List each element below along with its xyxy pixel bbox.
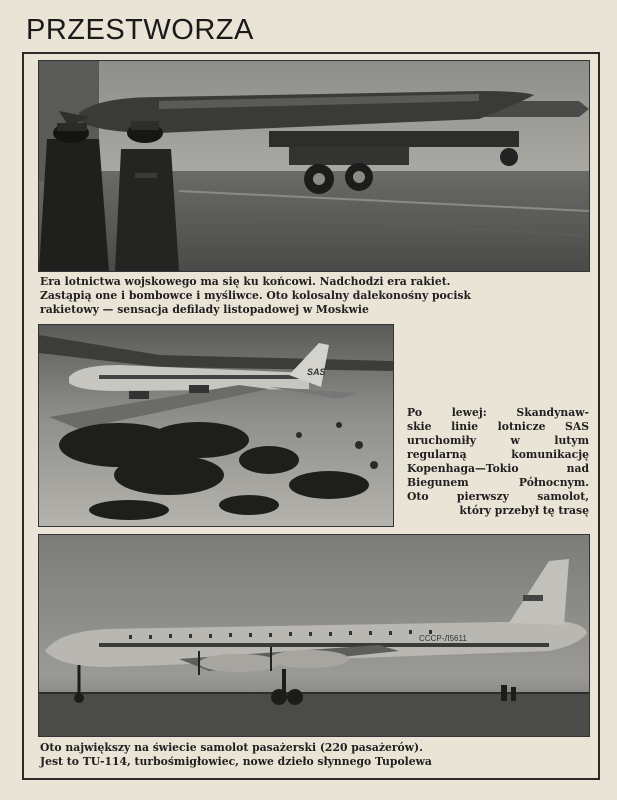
registration-text: СССР-Л5611: [419, 634, 467, 643]
caption-line: Era lotnictwa wojskowego ma się ku końcowi. Nadchodzi era rakiet.: [40, 275, 451, 288]
missile-photo: [38, 60, 590, 272]
tu114-caption: [40, 741, 588, 769]
caption-line: regularną komunikację: [407, 448, 589, 461]
caption-line: uruchomiły w lutym: [407, 434, 589, 447]
caption-line: skie linie lotnicze SAS: [407, 420, 589, 433]
sas-airliner-photo: [38, 324, 394, 527]
caption-line: Oto pierwszy samolot,: [407, 490, 589, 503]
sas-caption: [407, 406, 589, 518]
caption-line: który przebył tę trasę: [459, 504, 589, 517]
caption-line: Po lewej: Skandynaw-: [407, 406, 589, 419]
caption-line: Kopenhaga—Tokio nad: [407, 462, 589, 475]
caption-line: Oto największy na świecie samolot pasażerski (220 pasażerów).: [40, 741, 423, 754]
caption-line: rakietowy — sensacja defilady listopadowej w Moskwie: [40, 303, 369, 316]
tu114-photo: [38, 534, 590, 737]
tail-logo: SAS: [307, 367, 326, 377]
caption-line: Biegunem Północnym.: [407, 476, 589, 489]
caption-line: Zastąpią one i bombowce i myśliwce. Oto kolosalny dalekonośny pocisk: [40, 289, 471, 302]
page-title: PRZESTWORZA: [26, 14, 254, 46]
missile-caption: [40, 275, 588, 317]
caption-line: Jest to TU-114, turbośmigłowiec, nowe dzieło słynnego Tupolewa: [40, 755, 432, 768]
